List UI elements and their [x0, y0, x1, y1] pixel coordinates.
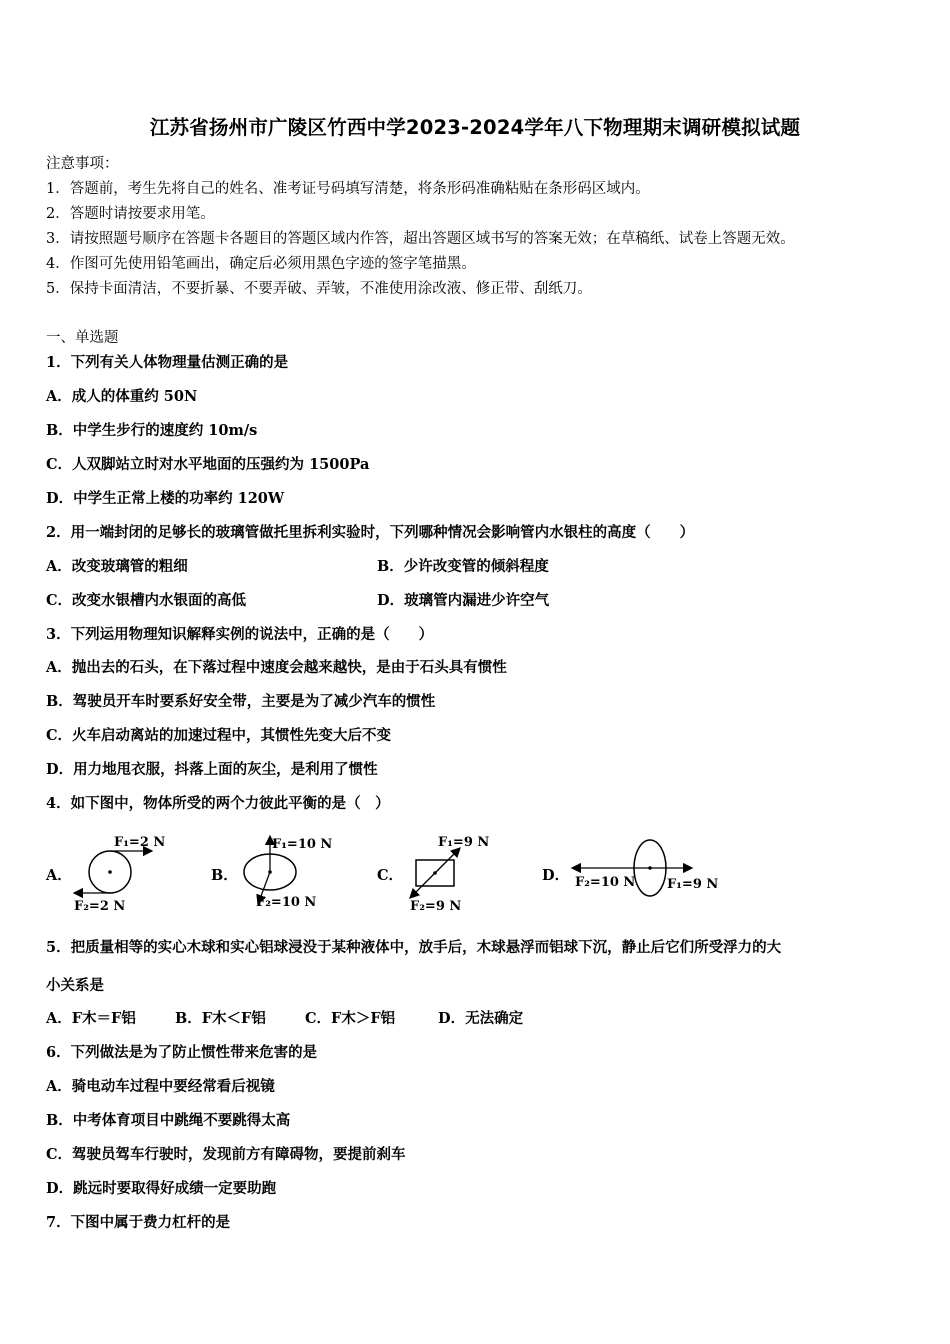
q6-option-a: A．骑电动车过程中要经常看后视镜 — [46, 1078, 275, 1095]
q2-option-b: B．少许改变管的倾斜程度 — [377, 558, 549, 575]
q2-option-d: D．玻璃管内漏进少许空气 — [377, 592, 550, 609]
q4-label-c: C． — [377, 867, 404, 884]
q4-b-f1-label: F₁=10 N — [272, 837, 333, 852]
notice-item-1: 1．答题前，考生先将自己的姓名、准考证号码填写清楚，将条形码准确粘贴在条形码区域内。 — [46, 181, 650, 197]
q6-option-b: B．中考体育项目中跳绳不要跳得太高 — [46, 1112, 291, 1129]
q4-figure-a — [70, 826, 170, 918]
q4-b-f2-label: F₂=10 N — [256, 895, 317, 910]
q3-option-c: C．火车启动离站的加速过程中，其惯性先变大后不变 — [46, 727, 392, 744]
q1-option-c: C．人双脚站立时对水平地面的压强约为 1500Pa — [46, 456, 370, 473]
q4-d-f2-label: F₂=10 N — [575, 875, 636, 890]
q4-figure-c — [402, 826, 502, 918]
q6-stem: 6．下列做法是为了防止惯性带来危害的是 — [46, 1044, 318, 1061]
q1-option-a: A．成人的体重约 50N — [46, 388, 198, 405]
q5-option-c: C．F木＞F铝 — [305, 1010, 396, 1027]
q4-figure-b — [236, 826, 336, 918]
q4-label-a: A． — [46, 867, 72, 884]
q4-stem: 4．如下图中，物体所受的两个力彼此平衡的是（ ） — [46, 795, 390, 812]
q4-c-f1-label: F₁=9 N — [438, 835, 490, 850]
q5-option-b: B．F木＜F铝 — [175, 1010, 266, 1027]
notice-item-5: 5．保持卡面清洁，不要折暴、不要弄破、弄皱，不准使用涂改液、修正带、刮纸刀。 — [46, 281, 592, 297]
q1-option-b: B．中学生步行的速度约 10m/s — [46, 422, 258, 439]
q2-stem: 2．用一端封闭的足够长的玻璃管做托里拆利实验时，下列哪种情况会影响管内水银柱的高度（ ） — [46, 524, 695, 541]
q4-c-f2-label: F₂=9 N — [410, 899, 462, 914]
notice-item-4: 4．作图可先使用铅笔画出，确定后必须用黑色字迹的签字笔描黑。 — [46, 256, 476, 272]
notice-item-2: 2．答题时请按要求用笔。 — [46, 206, 215, 222]
page-title: 江苏省扬州市广陵区竹西中学2023-2024学年八下物理期末调研模拟试题 — [149, 116, 801, 139]
section-heading: 一、单选题 — [46, 330, 119, 346]
q6-option-d: D．跳远时要取得好成绩一定要助跑 — [46, 1180, 277, 1197]
q5-option-d: D．无法确定 — [438, 1010, 524, 1027]
q2-option-a: A．改变玻璃管的粗细 — [46, 558, 188, 575]
q5-option-a: A．F木＝F铝 — [46, 1010, 136, 1027]
q1-stem: 1．下列有关人体物理量估测正确的是 — [46, 354, 289, 371]
q5-stem-line1: 5．把质量相等的实心木球和实心铝球浸没于某种液体中，放手后，木球悬浮而铝球下沉，静止后它们所受浮力的大 — [46, 939, 782, 956]
q4-a-f1-label: F₁=2 N — [114, 835, 166, 850]
q5-stem-line2: 小关系是 — [46, 977, 104, 994]
q1-option-d: D．中学生正常上楼的功率约 120W — [46, 490, 285, 507]
q4-label-d: D． — [542, 867, 570, 884]
q4-a-f2-label: F₂=2 N — [74, 899, 126, 914]
q4-a-center — [108, 870, 112, 874]
q4-label-b: B． — [211, 867, 238, 884]
q2-option-c: C．改变水银槽内水银面的高低 — [46, 592, 247, 609]
q4-figure-d — [570, 834, 720, 906]
notice-item-3: 3．请按照题号顺序在答题卡各题目的答题区域内作答，超出答题区域书写的答案无效；在草稿纸、试卷上答题无效。 — [46, 231, 795, 247]
q4-d-f1-label: F₁=9 N — [667, 877, 719, 892]
q3-option-d: D．用力地甩衣服，抖落上面的灰尘，是利用了惯性 — [46, 761, 378, 778]
q7-stem: 7．下图中属于费力杠杆的是 — [46, 1214, 231, 1231]
q3-option-b: B．驾驶员开车时要系好安全带，主要是为了减少汽车的惯性 — [46, 693, 436, 710]
notice-heading: 注意事项： — [46, 156, 119, 172]
q6-option-c: C．驾驶员驾车行驶时，发现前方有障碍物，要提前刹车 — [46, 1146, 406, 1163]
q3-option-a: A．抛出去的石头，在下落过程中速度会越来越快，是由于石头具有惯性 — [46, 659, 507, 676]
q3-stem: 3．下列运用物理知识解释实例的说法中，正确的是（ ） — [46, 626, 434, 643]
